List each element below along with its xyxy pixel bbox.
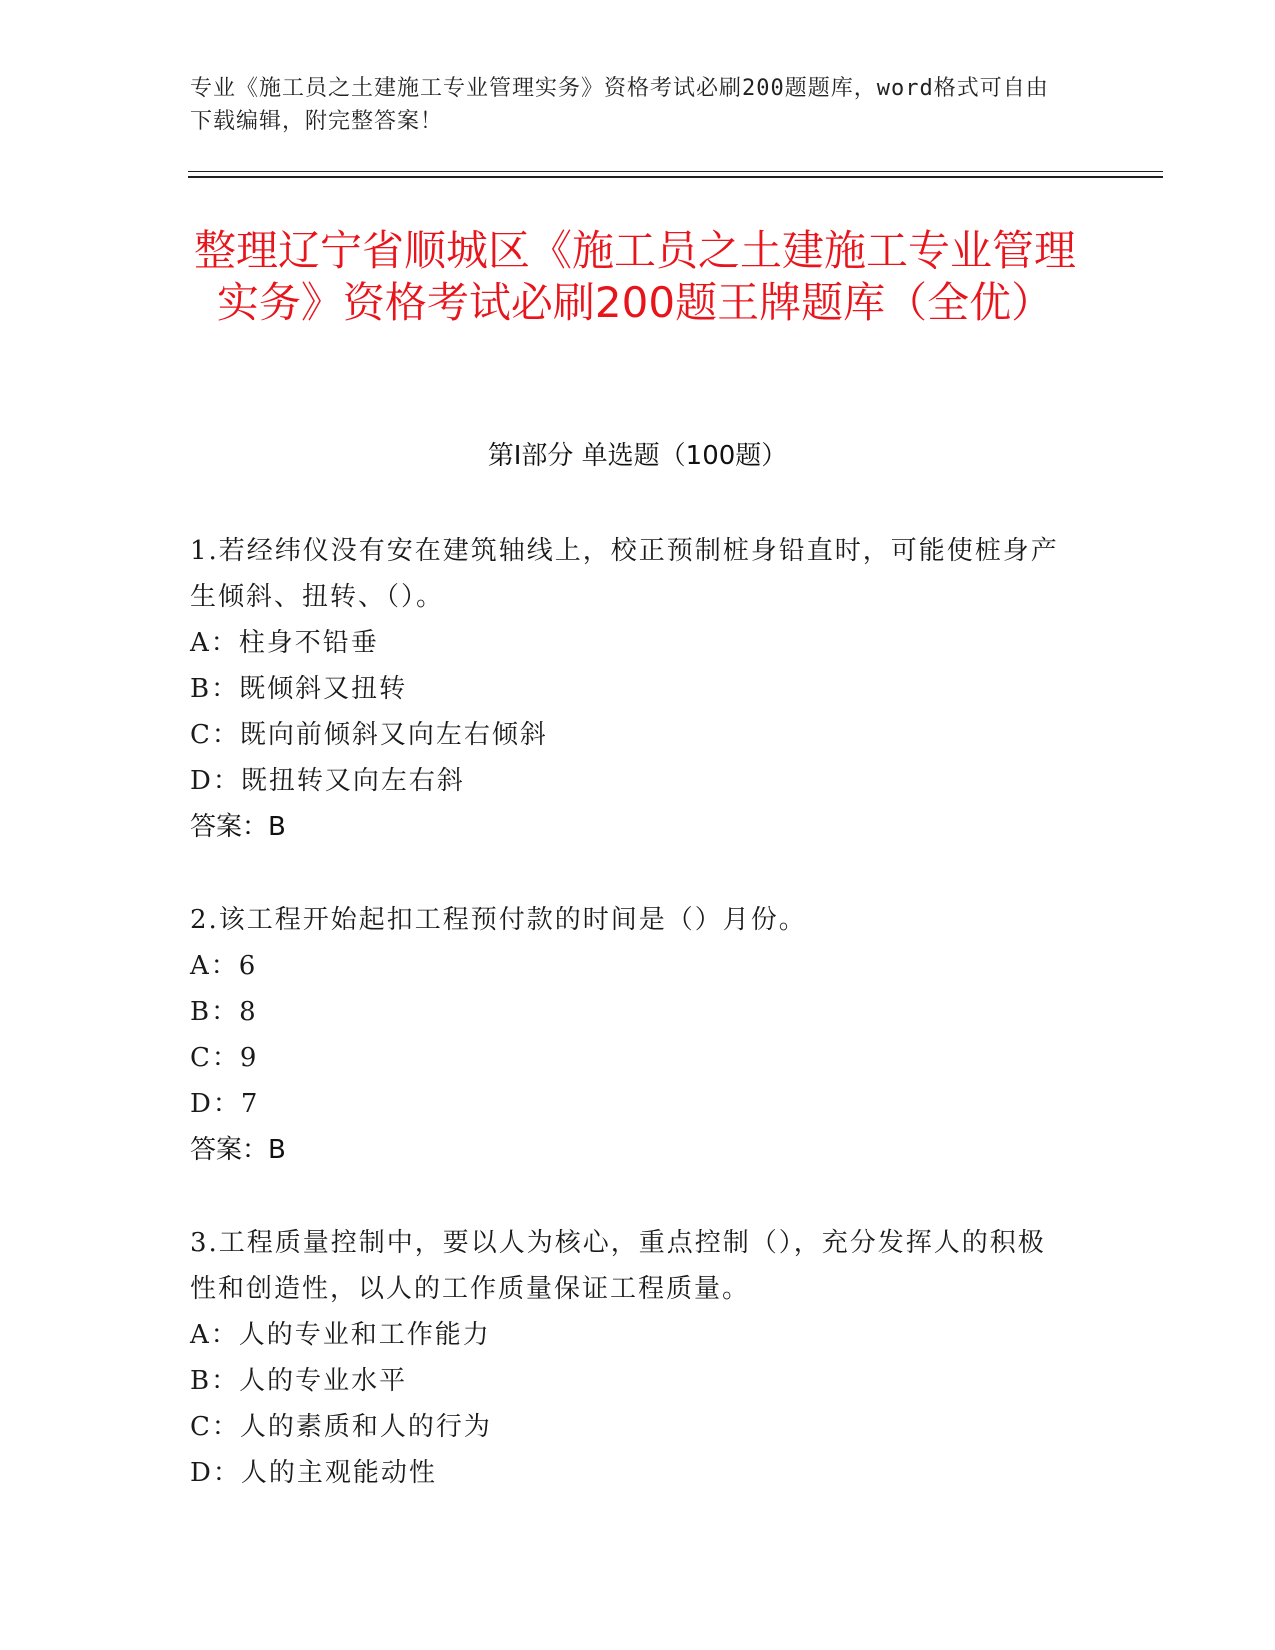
section-title: 第Ⅰ部分 单选题（100题） bbox=[487, 441, 788, 471]
option-b: B：8 bbox=[190, 997, 258, 1027]
question-item bbox=[190, 1220, 1070, 1496]
answer-line: 答案：B bbox=[190, 1135, 286, 1165]
option-d: D：既扭转又向左右斜 bbox=[190, 766, 465, 796]
option-c: C：9 bbox=[190, 1043, 259, 1073]
option-c: C：人的素质和人的行为 bbox=[190, 1412, 492, 1442]
option-a: A：6 bbox=[190, 951, 258, 981]
option-c: C：既向前倾斜又向左右倾斜 bbox=[190, 720, 548, 750]
option-d: D：7 bbox=[190, 1089, 260, 1119]
question-stem: 1.若经纬仪没有安在建筑轴线上，校正预制桩身铅直时，可能使桩身产生倾斜、扭转、（）。 bbox=[190, 536, 1059, 612]
document-title: 整理辽宁省顺城区《施工员之土建施工专业管理实务》资格考试必刷200题王牌题库（全优） bbox=[193, 226, 1076, 327]
question-stem: 2.该工程开始起扣工程预付款的时间是（）月份。 bbox=[190, 905, 807, 935]
option-a: A：人的专业和工作能力 bbox=[190, 1320, 491, 1350]
option-d: D：人的主观能动性 bbox=[190, 1458, 437, 1488]
header-divider-thin bbox=[188, 171, 1163, 172]
question-item bbox=[190, 897, 1070, 1173]
option-a: A：柱身不铅垂 bbox=[190, 628, 379, 658]
header-divider-thick bbox=[188, 176, 1163, 178]
question-list bbox=[190, 528, 1070, 1543]
question-stem: 3.工程质量控制中，要以人为核心，重点控制（），充分发挥人的积极性和创造性，以人的工作质量保证工程质量。 bbox=[190, 1228, 1046, 1304]
answer-line: 答案：B bbox=[190, 812, 286, 842]
option-b: B：既倾斜又扭转 bbox=[190, 674, 408, 704]
question-item bbox=[190, 528, 1070, 850]
option-b: B：人的专业水平 bbox=[190, 1366, 408, 1396]
header-note: 专业《施工员之土建施工专业管理实务》资格考试必刷200题题库，word格式可自由下载编辑，附完整答案！ bbox=[190, 76, 1049, 134]
